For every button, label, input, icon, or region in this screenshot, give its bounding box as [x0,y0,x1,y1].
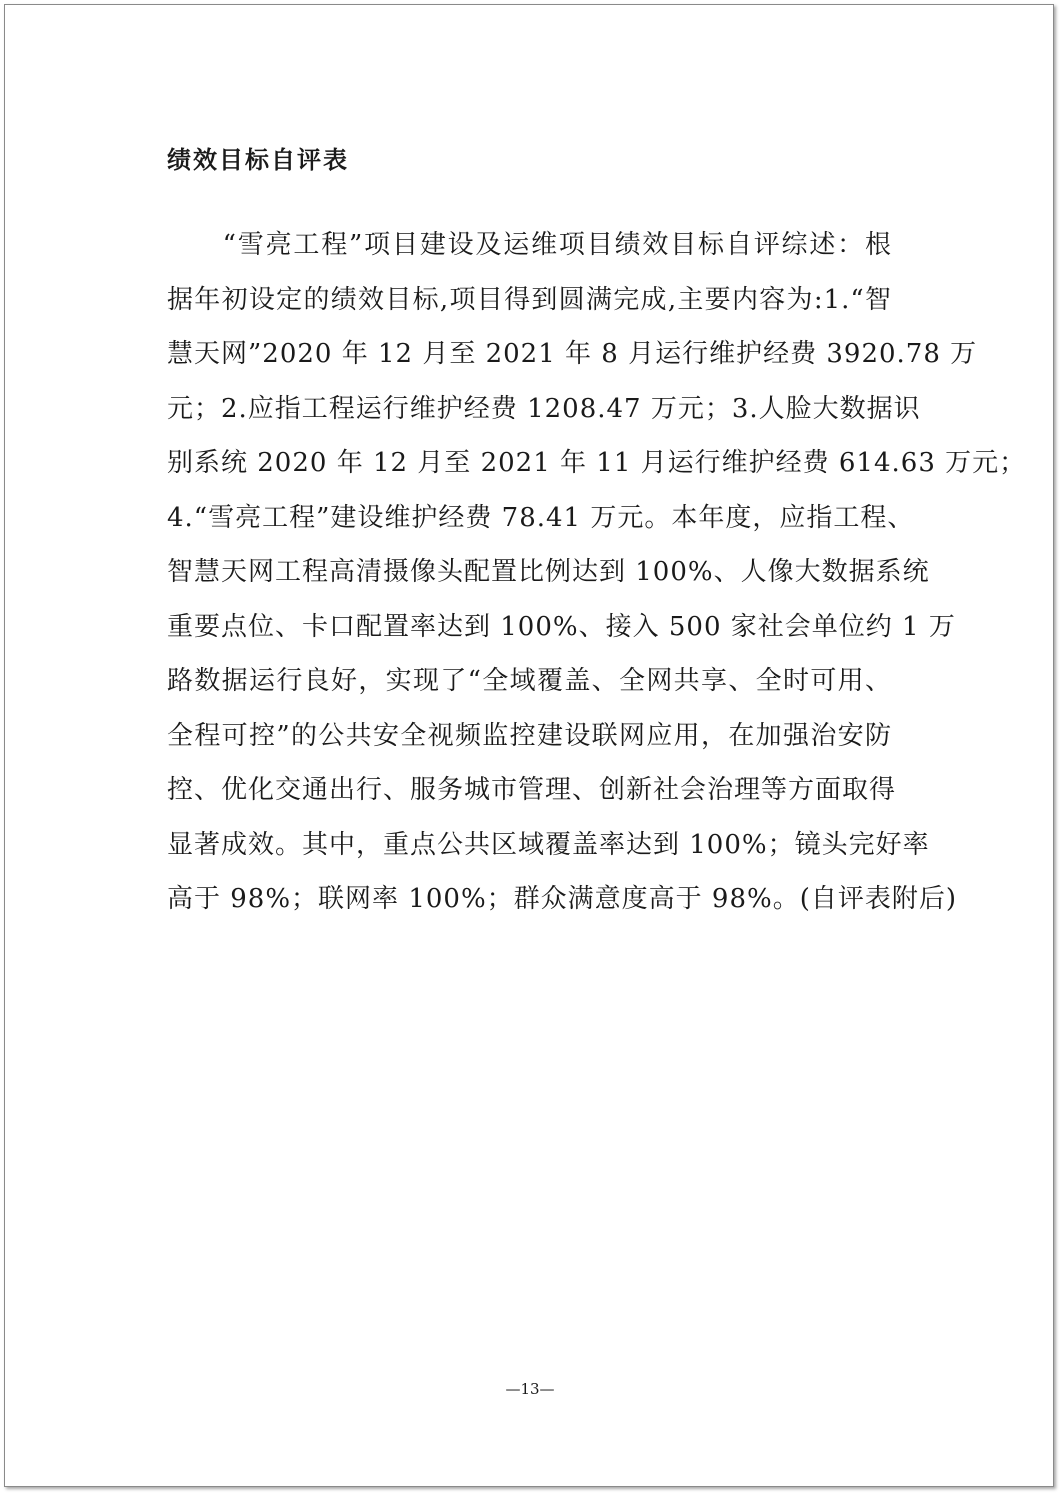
paragraph-line: 控、优化交通出行、服务城市管理、创新社会治理等方面取得 [167,775,897,805]
paragraph-line: 别系统 2020 年 12 月至 2021 年 11 月运行维护经费 614.63 万元； [167,448,1027,478]
paragraph-line: 慧天网”2020 年 12 月至 2021 年 8 月运行维护经费 3920.78 万 [167,339,978,369]
paragraph-line: 据年初设定的绩效目标,项目得到圆满完成,主要内容为:1.“智 [167,284,892,315]
paragraph-line: 智慧天网工程高清摄像头配置比例达到 100%、人像大数据系统 [167,557,930,587]
paragraph-line: 全程可控”的公共安全视频监控建设联网应用，在加强治安防 [167,720,892,751]
paragraph-line: 显著成效。其中，重点公共区域覆盖率达到 100%；镜头完好率 [167,829,930,860]
paragraph-line: 重要点位、卡口配置率达到 100%、接入 500 家社会单位约 1 万 [167,611,956,642]
paragraph-line: 4.“雪亮工程”建设维护经费 78.41 万元。本年度，应指工程、 [167,502,915,533]
summary-paragraph [167,218,1027,927]
paragraph-line: 元；2.应指工程运行维护经费 1208.47 万元；3.人脸大数据识 [167,393,921,424]
page-heading: 绩效目标自评表 [167,146,349,174]
paragraph-line: “雪亮工程”项目建设及运维项目绩效目标自评综述：根 [167,230,892,260]
paragraph-line: 路数据运行良好，实现了“全域覆盖、全网共享、全时可用、 [167,666,892,696]
page-number: —13— [505,1380,555,1398]
paragraph-line-last: 高于 98%；联网率 100%；群众满意度高于 98%。(自评表附后) [167,884,957,914]
